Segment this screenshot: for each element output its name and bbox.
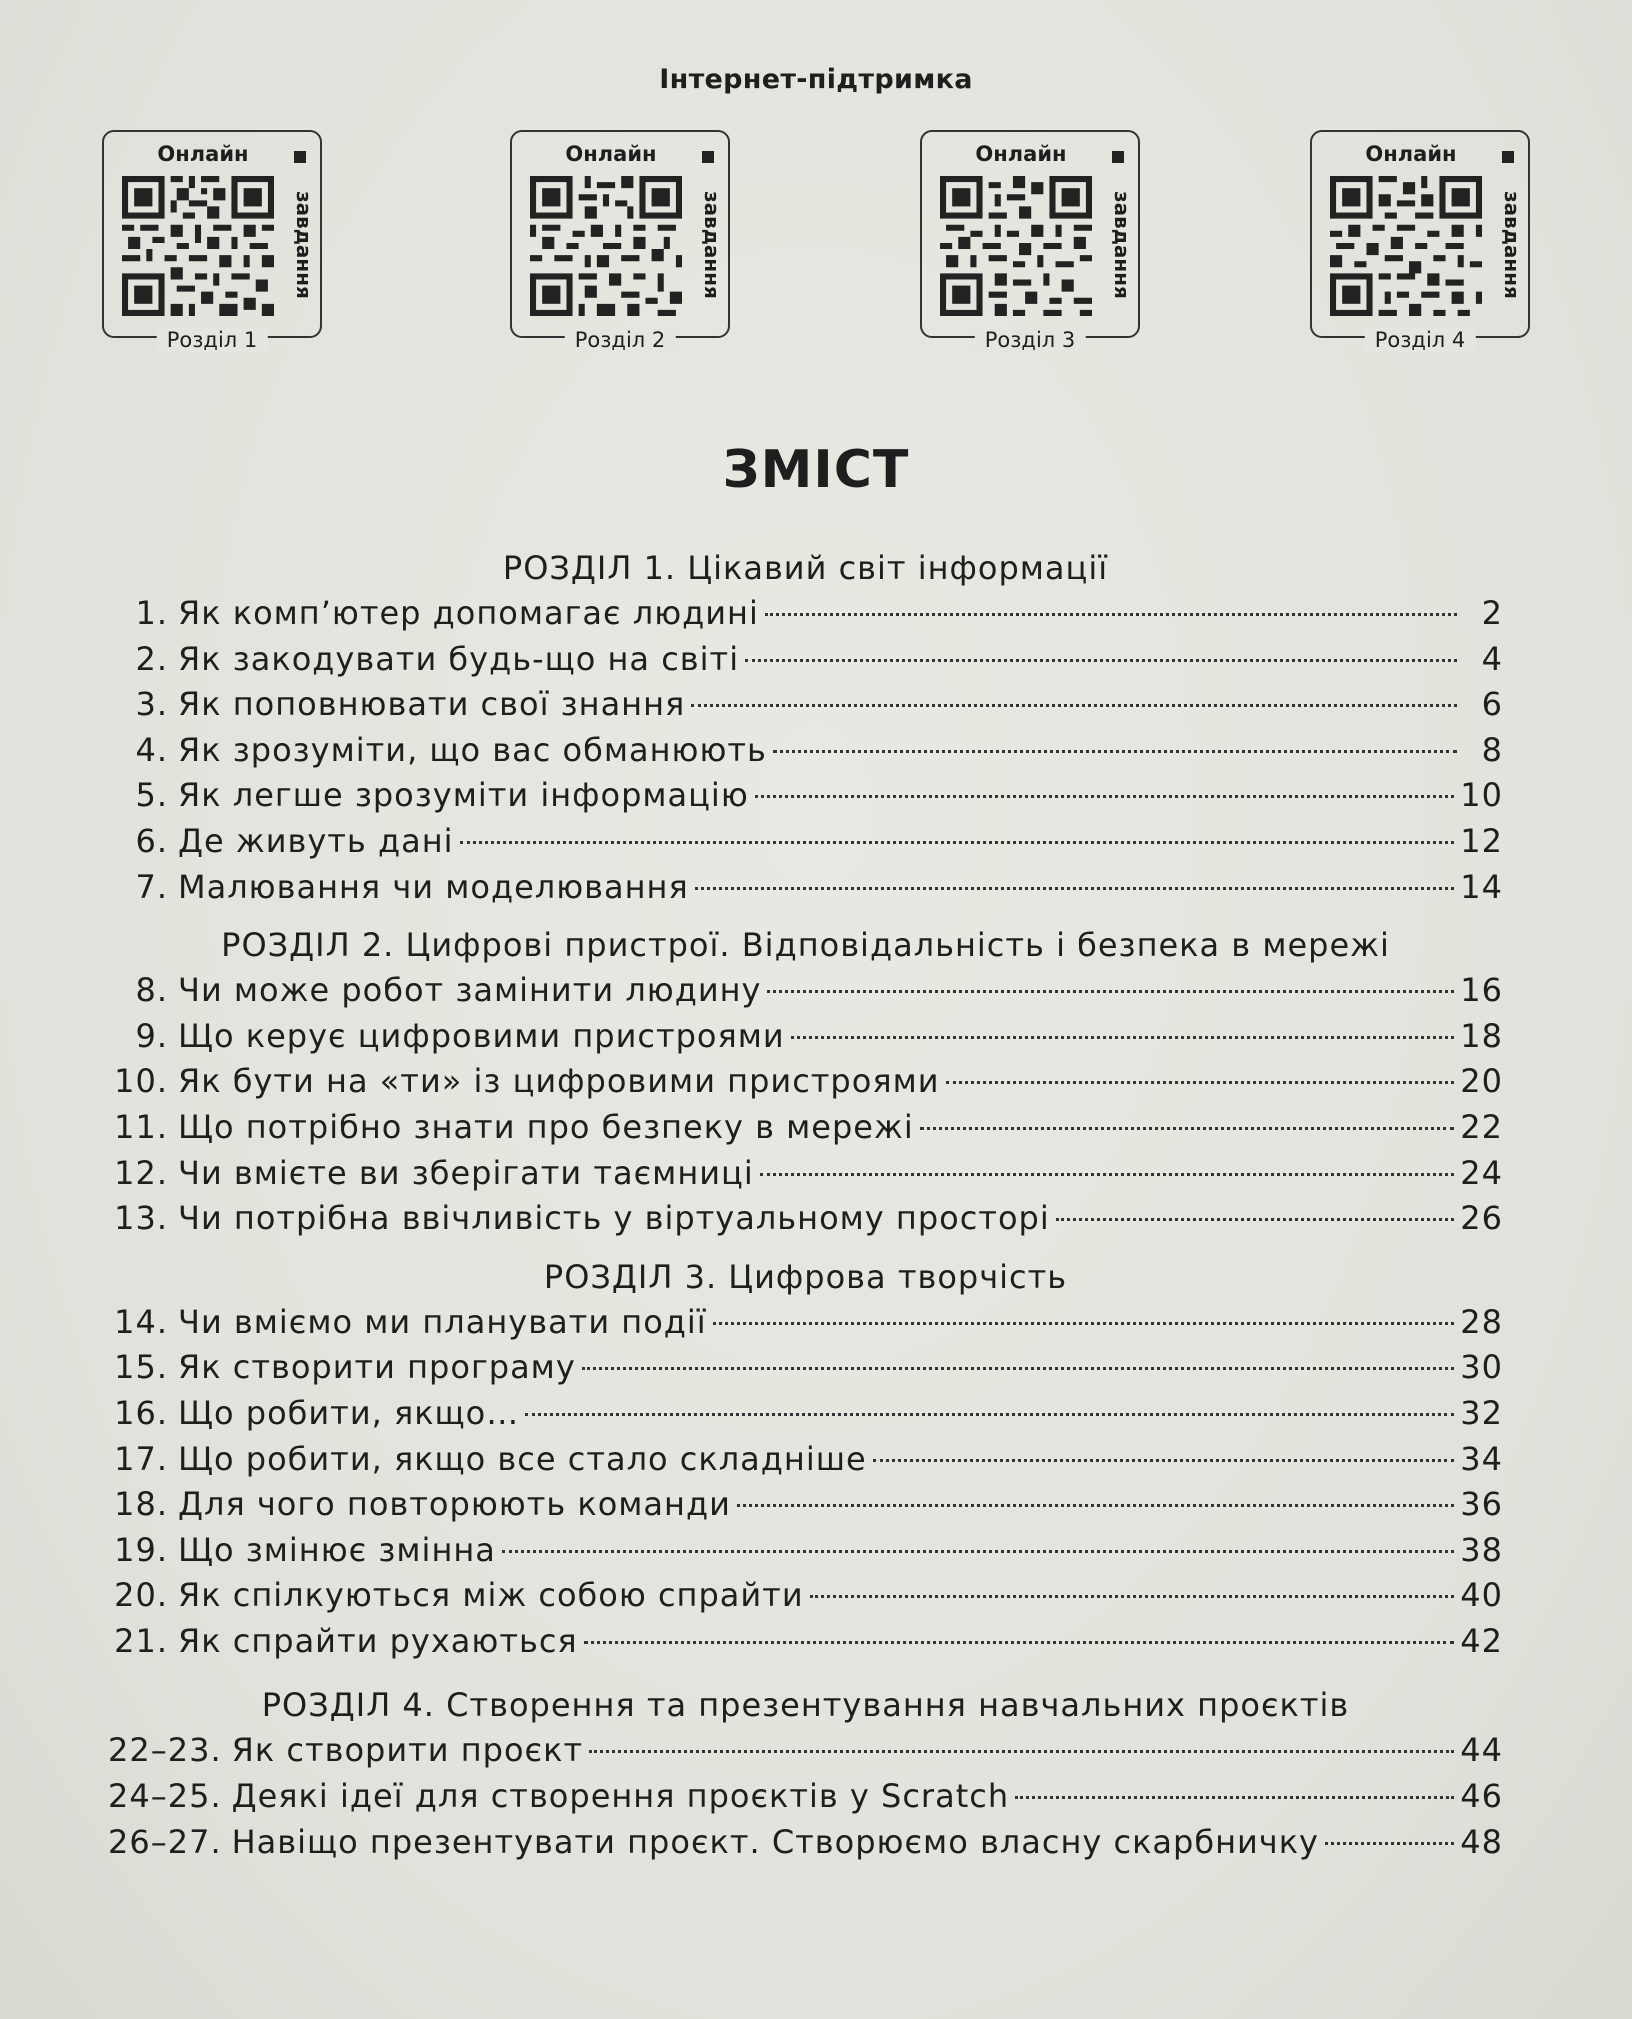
- dot-leader: [695, 887, 1455, 890]
- toc-entry[interactable]: [108, 1437, 1503, 1483]
- entry-title: Як створити програму: [178, 1348, 576, 1387]
- qr-section-label: Розділ 3: [975, 328, 1086, 352]
- toc-entry[interactable]: [108, 591, 1503, 637]
- entry-title: Як спілкуються між собою спрайти: [178, 1576, 804, 1615]
- entry-number: 1.: [135, 594, 168, 632]
- qr-card-section-1[interactable]: [102, 130, 322, 352]
- qr-section-label: Розділ 1: [157, 328, 268, 352]
- entry-title: Що потрібно знати про безпеку в мережі: [178, 1107, 914, 1146]
- dot-leader: [582, 1367, 1455, 1370]
- dot-leader: [765, 613, 1457, 616]
- entry-number: 24–25.: [108, 1777, 222, 1816]
- table-of-contents: [108, 545, 1503, 1865]
- entry-page: 28: [1460, 1302, 1503, 1341]
- entry-title: Для чого повторюють команди: [178, 1485, 731, 1524]
- toc-entry[interactable]: [108, 1059, 1503, 1105]
- entry-page: 8: [1481, 730, 1503, 769]
- tasks-label: завдання: [292, 191, 316, 299]
- entry-title: Як комп’ютер допомагає людині: [178, 594, 759, 632]
- qr-code-icon: [1330, 176, 1482, 316]
- toc-entry[interactable]: [108, 773, 1503, 819]
- entry-number: 4.: [135, 730, 168, 769]
- section-heading: РОЗДІЛ 4. Створення та презентування навчальних проєктів: [261, 1686, 1350, 1725]
- online-label: Онлайн: [565, 142, 657, 166]
- toc-entry[interactable]: [108, 1573, 1503, 1619]
- internet-support-title: Інтернет-підтримка: [659, 64, 973, 95]
- entry-page: 16: [1460, 971, 1503, 1010]
- toc-entry[interactable]: [108, 637, 1503, 683]
- entry-number: 2.: [135, 639, 168, 678]
- online-label: Онлайн: [157, 142, 249, 166]
- entry-page: 10: [1460, 776, 1503, 815]
- tasks-label: завдання: [700, 191, 724, 299]
- entry-title: Як зрозуміти, що вас обманюють: [178, 730, 767, 769]
- toc-entry[interactable]: [108, 1345, 1503, 1391]
- toc-entry[interactable]: [108, 728, 1503, 774]
- entry-number: 21.: [114, 1621, 168, 1660]
- square-bullet-icon: [702, 151, 714, 163]
- entry-page: 46: [1460, 1777, 1503, 1816]
- page-title: ЗМІСТ: [722, 440, 910, 500]
- entry-page: 2: [1481, 594, 1503, 632]
- entry-page: 14: [1460, 867, 1503, 906]
- dot-leader: [791, 1036, 1455, 1039]
- qr-section-label: Розділ 4: [1365, 328, 1476, 352]
- dot-leader: [810, 1595, 1455, 1598]
- section-heading: РОЗДІЛ 2. Цифрові пристрої. Відповідальність і безпека в мережі: [221, 926, 1390, 965]
- entry-number: 17.: [114, 1439, 168, 1478]
- qr-code-icon: [530, 176, 682, 316]
- entry-number: 16.: [114, 1393, 168, 1432]
- entry-number: 26–27.: [108, 1822, 222, 1861]
- entry-number: 20.: [114, 1576, 168, 1615]
- entry-page: 26: [1460, 1199, 1503, 1238]
- entry-number: 14.: [114, 1302, 168, 1341]
- qr-card-section-3[interactable]: [920, 130, 1140, 352]
- dot-leader: [920, 1127, 1455, 1130]
- entry-page: 36: [1460, 1485, 1503, 1524]
- tasks-label: завдання: [1500, 191, 1524, 299]
- entry-title: Чи може робот замінити людину: [178, 971, 762, 1010]
- entry-number: 12.: [114, 1153, 168, 1192]
- entry-number: 5.: [135, 776, 168, 815]
- entry-page: 4: [1481, 639, 1503, 678]
- entry-number: 6.: [135, 821, 168, 860]
- toc-entry[interactable]: [108, 1300, 1503, 1346]
- entry-title: Що робити, якщо все стало складніше: [178, 1439, 867, 1478]
- toc-entry[interactable]: [108, 1619, 1503, 1665]
- entry-page: 32: [1460, 1393, 1503, 1432]
- entry-page: 40: [1460, 1576, 1503, 1615]
- dot-leader: [460, 841, 1455, 844]
- section-heading: РОЗДІЛ 3. Цифрова творчість: [543, 1257, 1068, 1296]
- entry-title: Навіщо презентувати проєкт. Створюємо власну скарбничку: [231, 1822, 1319, 1861]
- dot-leader: [584, 1641, 1455, 1644]
- entry-number: 10.: [114, 1062, 168, 1101]
- entry-title: Як закодувати будь-що на світі: [178, 639, 740, 678]
- entry-number: 11.: [114, 1107, 168, 1146]
- online-label: Онлайн: [1365, 142, 1457, 166]
- dot-leader: [737, 1504, 1454, 1507]
- entry-page: 22: [1460, 1107, 1503, 1146]
- entry-title: Що змінює змінна: [178, 1530, 496, 1569]
- dot-leader: [873, 1459, 1455, 1462]
- dot-leader: [760, 1173, 1455, 1176]
- toc-entry[interactable]: [108, 1528, 1503, 1574]
- square-bullet-icon: [294, 151, 306, 163]
- dot-leader: [767, 990, 1454, 993]
- entry-number: 3.: [135, 685, 168, 724]
- dot-leader: [755, 795, 1455, 798]
- toc-entry[interactable]: [108, 865, 1503, 911]
- entry-title: Деякі ідеї для створення проєктів у Scratch: [231, 1777, 1010, 1816]
- entry-page: 30: [1460, 1348, 1503, 1387]
- qr-code-icon: [122, 176, 274, 316]
- square-bullet-icon: [1502, 151, 1514, 163]
- entry-number: 22–23.: [108, 1731, 222, 1770]
- entry-number: 19.: [114, 1530, 168, 1569]
- entry-page: 48: [1460, 1822, 1503, 1861]
- toc-entry[interactable]: [108, 1774, 1503, 1820]
- tasks-label: завдання: [1110, 191, 1134, 299]
- entry-page: 6: [1481, 685, 1503, 724]
- entry-title: Як спрайти рухаються: [178, 1621, 578, 1660]
- entry-title: Як створити проєкт: [231, 1731, 584, 1770]
- entry-title: Чи вмієте ви зберігати таємниці: [178, 1153, 754, 1192]
- entry-number: 15.: [114, 1348, 168, 1387]
- online-label: Онлайн: [975, 142, 1067, 166]
- entry-title: Чи потрібна ввічливість у віртуальному просторі: [178, 1199, 1050, 1238]
- entry-title: Як поповнювати свої знання: [178, 685, 686, 724]
- entry-page: 42: [1460, 1621, 1503, 1660]
- entry-title: Чи вміємо ми планувати події: [178, 1302, 707, 1341]
- toc-entry[interactable]: [108, 1482, 1503, 1528]
- dot-leader: [1015, 1796, 1454, 1799]
- dot-leader: [525, 1413, 1454, 1416]
- square-bullet-icon: [1112, 151, 1124, 163]
- qr-code-icon: [940, 176, 1092, 316]
- entry-title: Що робити, якщо…: [178, 1393, 520, 1432]
- entry-page: 24: [1460, 1153, 1503, 1192]
- entry-page: 34: [1460, 1439, 1503, 1478]
- dot-leader: [1325, 1842, 1454, 1845]
- dot-leader: [745, 659, 1457, 662]
- entry-page: 44: [1460, 1731, 1503, 1770]
- toc-entry[interactable]: [108, 1014, 1503, 1060]
- dot-leader: [713, 1322, 1455, 1325]
- toc-entry[interactable]: [108, 968, 1503, 1014]
- entry-page: 20: [1460, 1062, 1503, 1101]
- toc-entry[interactable]: [108, 682, 1503, 728]
- section-heading: РОЗДІЛ 1. Цікавий світ інформації: [502, 549, 1109, 587]
- toc-entry[interactable]: [108, 1728, 1503, 1774]
- entry-title: Де живуть дані: [178, 821, 454, 860]
- qr-card-section-4[interactable]: [1310, 130, 1530, 352]
- toc-entry[interactable]: [108, 1105, 1503, 1151]
- entry-number: 13.: [114, 1199, 168, 1238]
- qr-card-section-2[interactable]: [510, 130, 730, 352]
- entry-title: Що керує цифровими пристроями: [178, 1016, 785, 1055]
- entry-page: 18: [1460, 1016, 1503, 1055]
- entry-title: Як легше зрозуміти інформацію: [178, 776, 749, 815]
- entry-title: Як бути на «ти» із цифровими пристроями: [178, 1062, 940, 1101]
- dot-leader: [691, 704, 1457, 707]
- dot-leader: [502, 1550, 1454, 1553]
- toc-entry[interactable]: [108, 1151, 1503, 1197]
- dot-leader: [589, 1750, 1454, 1753]
- toc-entry[interactable]: [108, 1391, 1503, 1437]
- dot-leader: [773, 750, 1457, 753]
- qr-section-label: Розділ 2: [565, 328, 676, 352]
- entry-page: 38: [1460, 1530, 1503, 1569]
- entry-title: Малювання чи моделювання: [178, 867, 689, 906]
- entry-number: 18.: [114, 1485, 168, 1524]
- entry-number: 9.: [135, 1016, 168, 1055]
- dot-leader: [946, 1081, 1455, 1084]
- dot-leader: [1056, 1218, 1455, 1221]
- toc-entry[interactable]: [108, 819, 1503, 865]
- toc-entry[interactable]: [108, 1820, 1503, 1866]
- entry-page: 12: [1460, 821, 1503, 860]
- entry-number: 7.: [135, 867, 168, 906]
- toc-entry[interactable]: [108, 1196, 1503, 1242]
- entry-number: 8.: [135, 971, 168, 1010]
